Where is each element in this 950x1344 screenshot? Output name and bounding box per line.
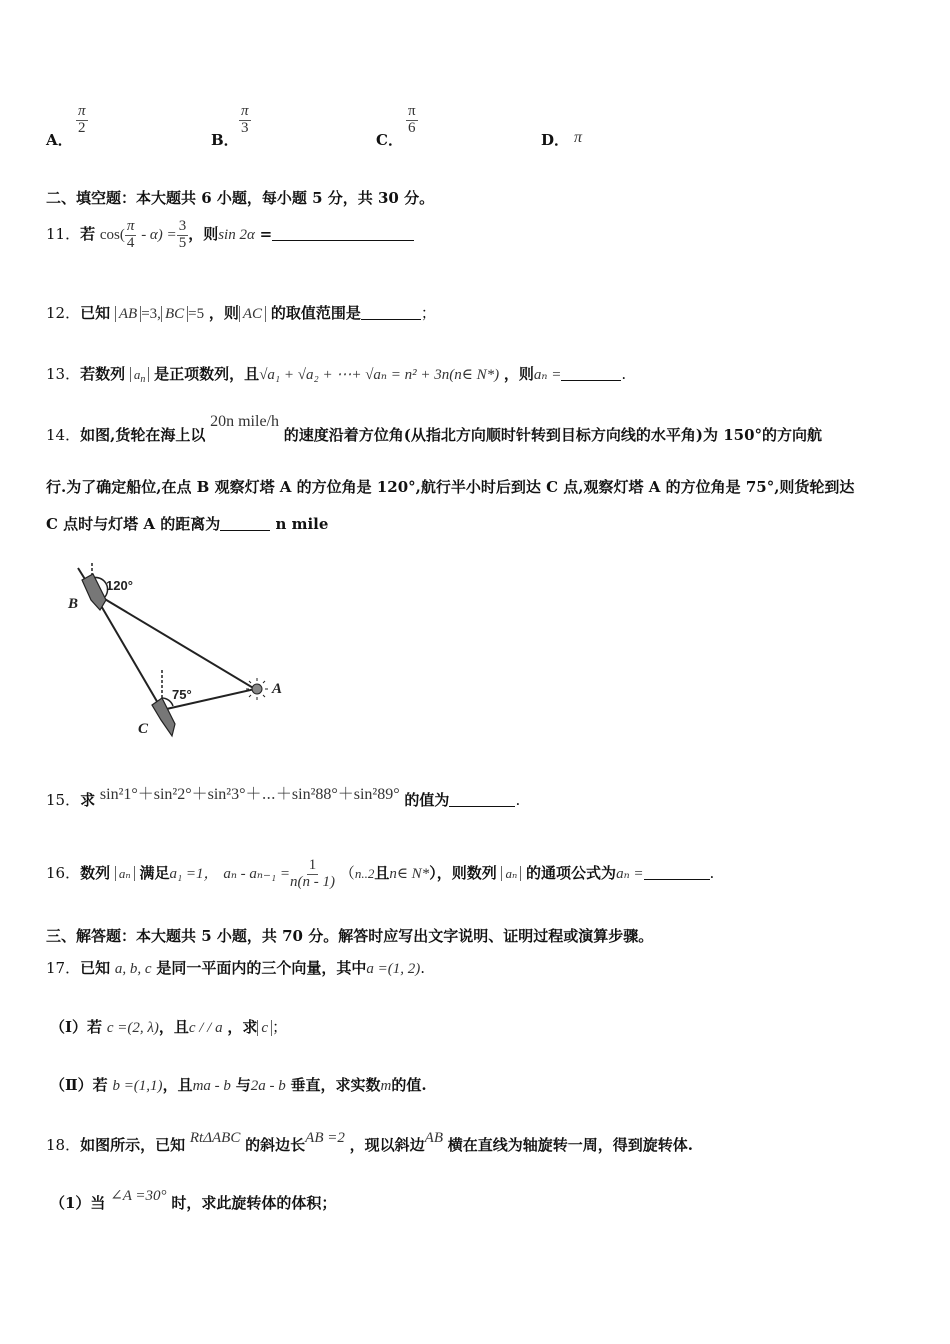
question-17: 17．已知 a, b, c 是同一平面内的三个向量，其中a =(1, 2). xyxy=(46,959,426,977)
question-12: 12．已知 AB =3, BC =5 ，则 AC 的取值范围是 ； xyxy=(46,304,436,322)
option-c-label: C． xyxy=(376,131,403,149)
question-14-line3: C 点时与灯塔 A 的距离为 n mile xyxy=(46,515,329,533)
question-17-part1: （Ⅰ）若 c =(2, λ)，且c / / a ，求 c ； xyxy=(50,1018,288,1036)
answer-blank-15 xyxy=(449,806,515,807)
answer-blank-11 xyxy=(272,240,414,241)
option-a-value: $\frac{\pi}{2}$ xyxy=(78,103,86,136)
question-18-part1: （1）当 ∠A =30° 时，求此旋转体的体积； xyxy=(50,1188,337,1212)
question-14-line2: 行.为了确定船位,在点 B 观察灯塔 A 的方位角是 120°,航行半小时后到达 C 点,观察灯塔 A 的方位角是 75°,则货轮到达 xyxy=(46,478,855,496)
option-b-value: $\frac{\pi}{3}$ xyxy=(241,103,249,136)
question-14-line1: 14．如图,货轮在海上以 20n mile/h 的速度沿着方位角(从指北方向顺时针转到目标方向线的水平角)为 150°的方向航 xyxy=(46,413,823,444)
option-a-label: A． xyxy=(46,131,73,149)
label-b: B xyxy=(68,596,79,612)
option-b-label: B． xyxy=(211,131,239,149)
answer-blank-16 xyxy=(644,879,710,880)
lighthouse-icon xyxy=(252,684,262,694)
label-a: A xyxy=(272,681,283,697)
section2-title: 二、填空题：本大题共 6 小题，每小题 5 分，共 30 分。 xyxy=(46,189,435,207)
section3-title: 三、解答题：本大题共 5 小题，共 70 分。解答时应写出文字说明、证明过程或演算步骤。 xyxy=(46,927,654,945)
question-15: 15．求 sin²1°＋sin²2°＋sin²3°＋⋯＋sin²88°＋sin²89° 的值为 . xyxy=(46,786,521,809)
question-18: 18．如图所示，已知 RtΔABC 的斜边长AB =2 ，现以斜边AB 横在直线为轴旋转一周，得到旋转体. xyxy=(46,1130,693,1154)
label-angle-75: 75° xyxy=(172,687,192,702)
answer-blank-14 xyxy=(220,530,270,531)
answer-blank-12 xyxy=(361,319,421,320)
sight-ba xyxy=(93,592,255,689)
question-11: 11．若 cos( $\frac{\pi}{4}$ - α) = $\frac{3}{5}$ ，则sin 2α = xyxy=(46,212,414,257)
option-d-label: D． xyxy=(541,131,570,149)
question-13: 13．若数列 $a_n$ 是正项数列，且√a₁ + √a₂ + ⋯+ √aₙ = n² + 3n(n∈ N*) ，则aₙ = . xyxy=(46,365,627,385)
label-c: C xyxy=(138,721,149,737)
label-angle-120: 120° xyxy=(106,578,133,593)
question-17-part2: （Ⅱ）若 b =(1,1)，且ma - b 与2a - b 垂直，求实数m的值. xyxy=(50,1076,427,1094)
option-d-value: π xyxy=(574,129,583,146)
question-16: 16．数列 aₙ 满足a₁ =1， aₙ - aₙ₋₁ = $\frac{1}{n(n - 1)}$ （n..2且n∈ N*），则数列 aₙ 的通项公式为aₙ = . xyxy=(46,856,715,890)
route-bc xyxy=(93,592,162,710)
option-c-value: $\frac{\pi}{6}$ xyxy=(408,103,416,136)
answer-blank-13 xyxy=(561,380,621,381)
ship-lighthouse-diagram xyxy=(60,560,310,750)
